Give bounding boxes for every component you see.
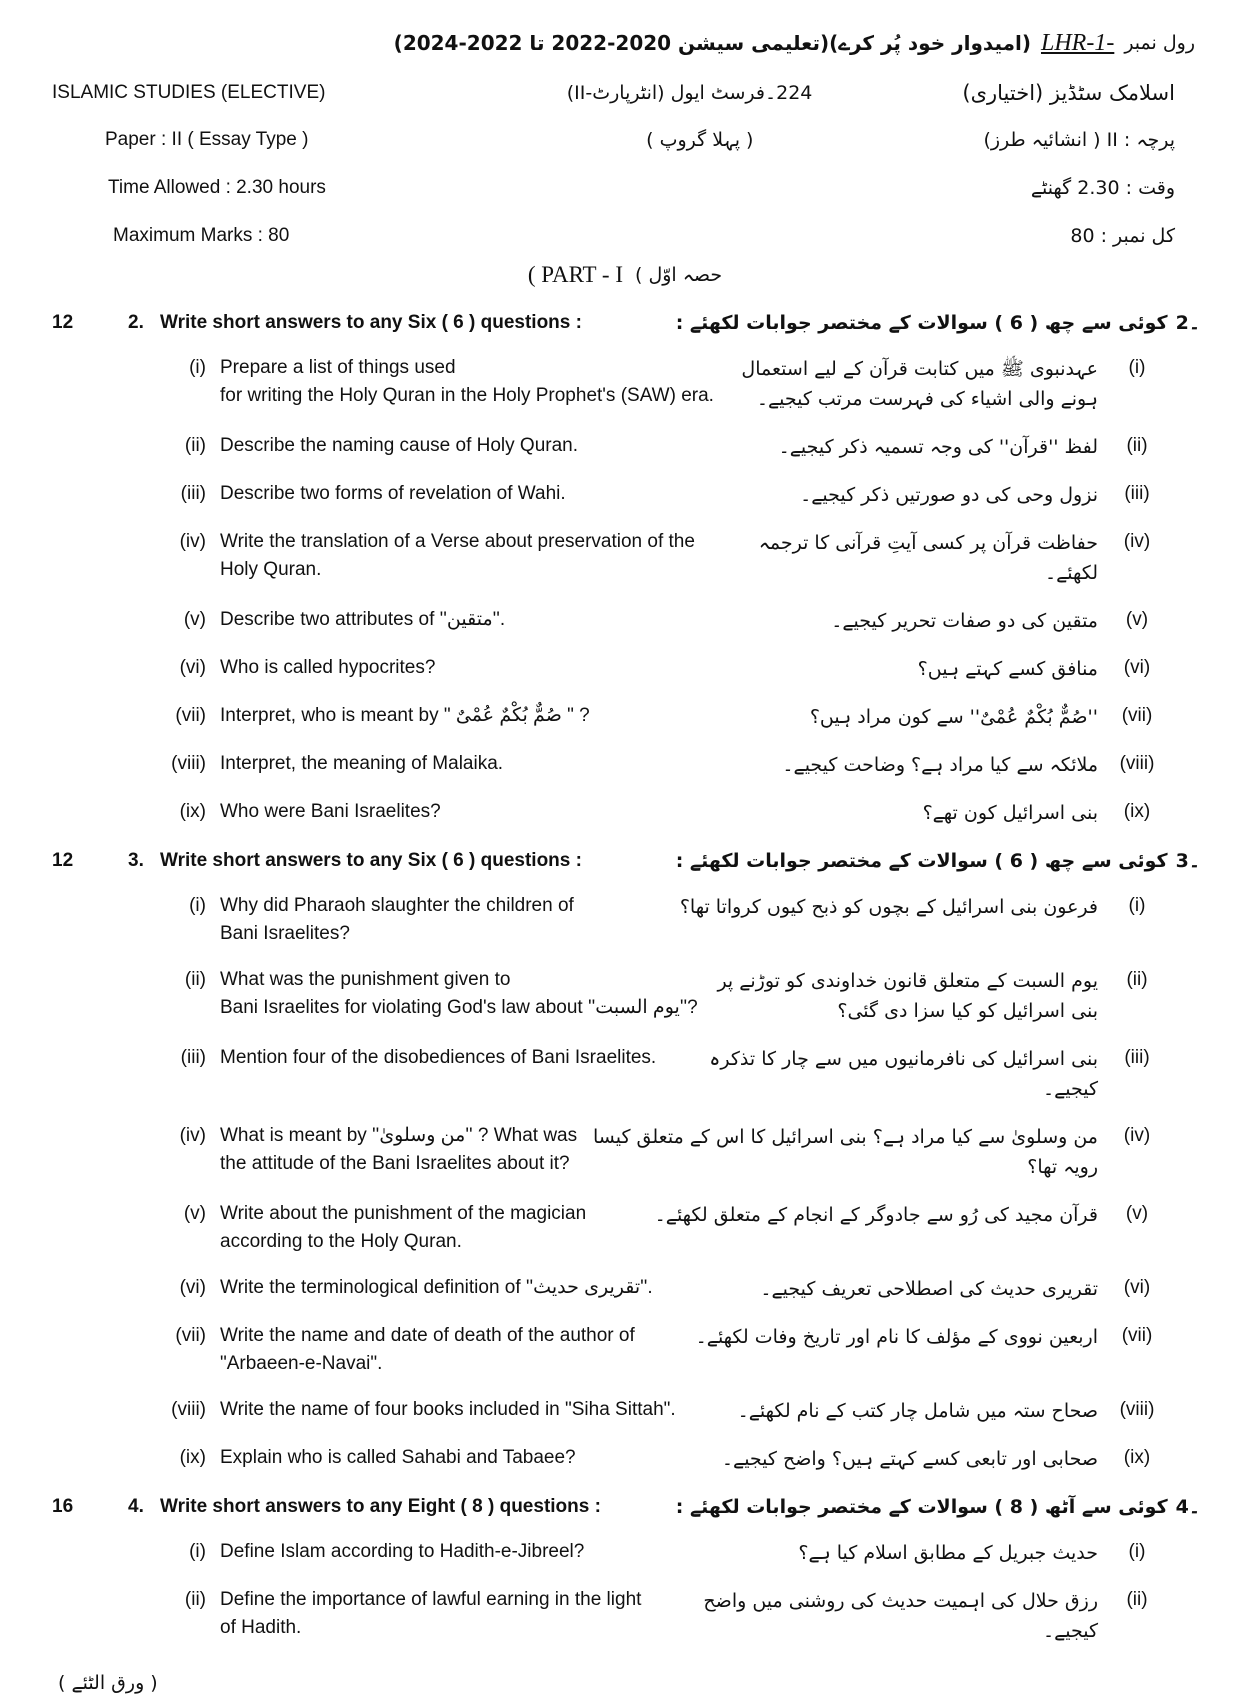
item-text-english: "Arbaeen-e-Navai". [220,1353,383,1374]
item-text-english-block [220,702,590,730]
item-text-english-block [220,354,714,410]
subject-english: ISLAMIC STUDIES (ELECTIVE) [52,82,326,103]
item-text-urdu: ملائکہ سے کیا مراد ہے؟ وضاحت کیجیے۔ [782,754,1098,776]
item-text-urdu: بنی اسرائیل کی نافرمانیوں میں سے چار کا تذکرہ کیجیے۔ [709,1048,1098,1100]
subject-row [52,78,1175,108]
item-text-english: Interpret, who is meant by " صُمٌّ بُکْمٌ عُمْیٌ " ? [220,705,590,726]
item-number-urdu: (ii) [1126,435,1148,456]
item-text-urdu: نزول وحی کی دو صورتیں ذکر کیجیے۔ [800,484,1098,506]
item-number-urdu: (i) [1128,895,1146,916]
item-text-english: Write about the punishment of the magician [220,1203,587,1224]
item-text-english: Write the translation of a Verse about preservation of the [220,531,695,552]
item-text-english: Write the terminological definition of ''تقریری حدیث''. [220,1277,653,1298]
item-text-english-block [220,1200,586,1256]
item-text-urdu: یوم السبت کے متعلق قانون خداوندی کو توڑنے پر بنی اسرائیل کو کیا سزا دی گئی؟ [717,970,1098,1022]
item-number: (iv) [179,531,206,552]
time-urdu: وقت : 2.30 گھنٹے [1030,177,1175,199]
item-number: (iii) [180,1047,206,1068]
item-text-english: Describe two forms of revelation of Wahi. [220,483,566,504]
item-text-english-block [220,480,566,508]
session-header [180,28,1195,58]
marks-row [113,221,1175,251]
item-text-english-block [220,1586,641,1642]
question-item [0,966,1250,1026]
item-text-english-block [220,432,578,460]
question-heading-english: Write short answers to any Eight ( 8 ) questions : [160,1496,601,1517]
item-text-english-block [220,1396,676,1424]
item-text-urdu: حفاظت قرآن پر کسی آیتِ قرآنی کا ترجمہ لکھئے۔ [758,532,1098,584]
item-number-urdu: (v) [1125,1203,1149,1224]
question-heading-urdu-wrap [592,308,1200,338]
question-block [0,308,1250,828]
part-english: ( PART - I [527,262,623,287]
item-text-english: What was the punishment given to [220,969,511,990]
item-number-urdu: (vi) [1123,657,1151,678]
item-text-english-block [220,528,695,584]
item-text-urdu: اربعین نووی کے مؤلف کا نام اور تاریخ وفات لکھئے۔ [695,1326,1098,1348]
session-text: (امیدوار خود پُر کرے)(تعلیمی سیشن 2020-2022 تا 2022-2024) [393,31,1031,55]
item-text-urdu: منافق کسے کہتے ہیں؟ [917,658,1098,680]
part-urdu: حصہ اوّل ) [635,264,723,286]
item-number: (iii) [180,483,206,504]
item-number-urdu: (ix) [1123,1447,1151,1468]
item-text-urdu: لفظ ''قرآن'' کی وجہ تسمیہ ذکر کیجیے۔ [778,436,1098,458]
item-text-urdu: ''صُمٌّ بُکْمٌ عُمْیٌ'' سے کون مراد ہیں؟ [809,706,1098,728]
question-item [0,528,1250,588]
item-number-urdu: (ix) [1123,801,1151,822]
item-number-urdu: (ii) [1126,1589,1148,1610]
question-item [0,1322,1250,1378]
group-urdu: ( پہلا گروپ ) [646,129,754,151]
question-number-urdu: ۔4 [1175,1496,1200,1518]
item-text-english-block [220,798,441,826]
item-text-english-block [220,606,505,634]
item-text-english: Write the name and date of death of the author of [220,1325,635,1346]
question-item [0,432,1250,462]
item-text-urdu: رزق حلال کی اہمیت حدیث کی روشنی میں واضح کیجیے۔ [703,1590,1098,1642]
item-number: (vii) [175,705,206,726]
item-number: (vii) [175,1325,206,1346]
question-item [0,1396,1250,1426]
question-marks: 16 [52,1496,74,1517]
question-marks: 12 [52,850,74,871]
item-text-urdu: صحابی اور تابعی کسے کہتے ہیں؟ واضح کیجیے۔ [721,1448,1098,1470]
question-marks: 12 [52,312,74,333]
item-number: (ix) [179,801,206,822]
item-text-english: Define Islam according to Hadith-e-Jibreel? [220,1541,585,1562]
question-heading-urdu: کوئی سے آٹھ ( 8 ) سوالات کے مختصر جوابات لکھئے : [675,1496,1168,1518]
item-text-english: Describe two attributes of ''متقین''. [220,609,506,630]
item-text-urdu: بنی اسرائیل کون تھے؟ [922,802,1098,824]
item-number: (i) [189,357,206,378]
question-item [0,1444,1250,1474]
questions [0,308,1250,1698]
item-text-urdu: حدیث جبریل کے مطابق اسلام کیا ہے؟ [798,1542,1098,1564]
item-text-urdu: من وسلویٰ سے کیا مراد ہے؟ بنی اسرائیل کا اس کے متعلق کیسا رویہ تھا؟ [592,1126,1098,1178]
question-item [0,354,1250,414]
item-text-english-block [220,750,503,778]
item-text-english: Prepare a list of things used [220,357,456,378]
item-number-urdu: (viii) [1119,1399,1155,1420]
item-text-english: Who were Bani Israelites? [220,801,441,822]
question-heading-urdu: کوئی سے چھ ( 6 ) سوالات کے مختصر جوابات لکھئے : [675,850,1168,872]
item-text-english: Explain who is called Sahabi and Tabaee? [220,1447,576,1468]
part-heading [0,260,1250,290]
question-number-urdu: ۔3 [1175,850,1200,872]
question-item [0,702,1250,732]
item-number: (v) [183,1203,206,1224]
item-number-urdu: (iii) [1124,483,1150,504]
item-number-urdu: (iv) [1123,1125,1151,1146]
item-text-english: Holy Quran. [220,559,322,580]
item-number: (ix) [179,1447,206,1468]
item-number-urdu: (v) [1125,609,1149,630]
question-item [0,1586,1250,1646]
item-number: (i) [189,1541,206,1562]
question-heading [0,308,1250,338]
item-number-urdu: (iv) [1123,531,1151,552]
question-block [0,846,1250,1474]
item-text-english-block [220,966,698,1022]
item-text-english: Interpret, the meaning of Malaika. [220,753,504,774]
item-number-urdu: (iii) [1124,1047,1150,1068]
exam-code-urdu: 224۔فرسٹ ایول (انٹرپارٹ-II) [566,82,813,104]
item-text-english: for writing the Holy Quran in the Holy Prophet's (SAW) era. [220,385,714,406]
question-heading-urdu: کوئی سے چھ ( 6 ) سوالات کے مختصر جوابات لکھئے : [675,312,1168,334]
item-text-english-block [220,1444,576,1472]
paper-english: Paper : II ( Essay Type ) [105,129,309,150]
item-number: (viii) [171,1399,206,1420]
question-number: 3. [128,850,144,871]
paper-row [105,125,1175,155]
question-number: 4. [128,1496,144,1517]
item-number: (iv) [179,1125,206,1146]
paper-urdu: پرچہ : II ( انشائیہ طرز) [983,129,1175,151]
item-text-urdu: تقریری حدیث کی اصطلاحی تعریف کیجیے۔ [760,1278,1098,1300]
question-heading-urdu-wrap [592,846,1200,876]
item-text-english: according to the Holy Quran. [220,1231,462,1252]
question-heading-english: Write short answers to any Six ( 6 ) questions : [160,312,582,333]
item-number-urdu: (vi) [1123,1277,1151,1298]
roll-number-label: رول نمبر [1124,32,1195,54]
time-row [108,173,1175,203]
item-text-english-block [220,1122,577,1178]
question-heading-urdu-wrap [611,1492,1200,1522]
question-item [0,606,1250,636]
item-text-english: Why did Pharaoh slaughter the children of [220,895,574,916]
marks-english: Maximum Marks : 80 [113,225,290,246]
question-item [0,654,1250,684]
question-number-urdu: ۔2 [1175,312,1200,334]
question-item [0,1538,1250,1568]
item-number: (ii) [184,969,206,990]
question-heading-english: Write short answers to any Six ( 6 ) questions : [160,850,582,871]
question-item [0,798,1250,828]
item-number: (vi) [179,657,206,678]
item-number-urdu: (vii) [1121,1325,1153,1346]
item-text-english: Bani Israelites for violating God's law about ''یوم السبت''? [220,997,698,1018]
item-text-english-block [220,1538,584,1566]
question-item [0,1200,1250,1256]
question-item [0,480,1250,510]
item-text-urdu: عہدنبوی ﷺ میں کتابت قرآن کے لیے استعمال ہونے والی اشیاء کی فہرست مرتب کیجیے۔ [741,358,1098,410]
item-number: (i) [189,895,206,916]
item-text-english: Write the name of four books included in "Siha Sittah". [220,1399,676,1420]
item-text-english: What is meant by ''من وسلویٰ'' ? What was [220,1125,578,1146]
item-number-urdu: (viii) [1119,753,1155,774]
marks-urdu: کل نمبر : 80 [1070,225,1175,247]
item-text-urdu: صحاح ستہ میں شامل چار کتب کے نام لکھئے۔ [737,1400,1098,1422]
item-text-english: the attitude of the Bani Israelites about it? [220,1153,570,1174]
item-text-english-block [220,892,574,948]
item-text-english-block [220,654,435,682]
item-text-english: Describe the naming cause of Holy Quran. [220,435,579,456]
item-text-english-block [220,1044,656,1072]
question-block [0,1492,1250,1646]
item-text-english: Bani Israelites? [220,923,350,944]
item-text-english: Mention four of the disobediences of Bani Israelites. [220,1047,657,1068]
item-text-english-block [220,1322,635,1378]
item-number: (ii) [184,435,206,456]
item-text-urdu: متقین کی دو صفات تحریر کیجیے۔ [831,610,1098,632]
question-number: 2. [128,312,144,333]
item-text-urdu: فرعون بنی اسرائیل کے بچوں کو ذبح کیوں کرواتا تھا؟ [679,896,1098,918]
item-number-urdu: (vii) [1121,705,1153,726]
item-text-english-block [220,1274,653,1302]
time-english: Time Allowed : 2.30 hours [108,177,326,198]
item-number-urdu: (ii) [1126,969,1148,990]
question-heading [0,1492,1250,1522]
question-item [0,1044,1250,1104]
question-item [0,892,1250,948]
item-text-english: Define the importance of lawful earning in the light [220,1589,642,1610]
item-text-urdu: قرآن مجید کی رُو سے جادوگر کے انجام کے متعلق لکھئے۔ [654,1204,1098,1226]
item-number: (viii) [171,753,206,774]
item-number-urdu: (i) [1128,1541,1146,1562]
item-text-english: Who is called hypocrites? [220,657,436,678]
subject-urdu: اسلامک سٹڈیز (اختیاری) [962,81,1175,105]
question-item [0,1274,1250,1304]
item-number: (vi) [179,1277,206,1298]
question-item [0,750,1250,780]
item-text-english: of Hadith. [220,1617,302,1638]
item-number: (ii) [184,1589,206,1610]
item-number-urdu: (i) [1128,357,1146,378]
item-number: (v) [183,609,206,630]
question-heading [0,846,1250,876]
question-item [0,1122,1250,1182]
turn-over-note: ( ورق الٹئے ) [58,1672,158,1694]
roll-number-handwritten: LHR-1- [1040,29,1115,56]
